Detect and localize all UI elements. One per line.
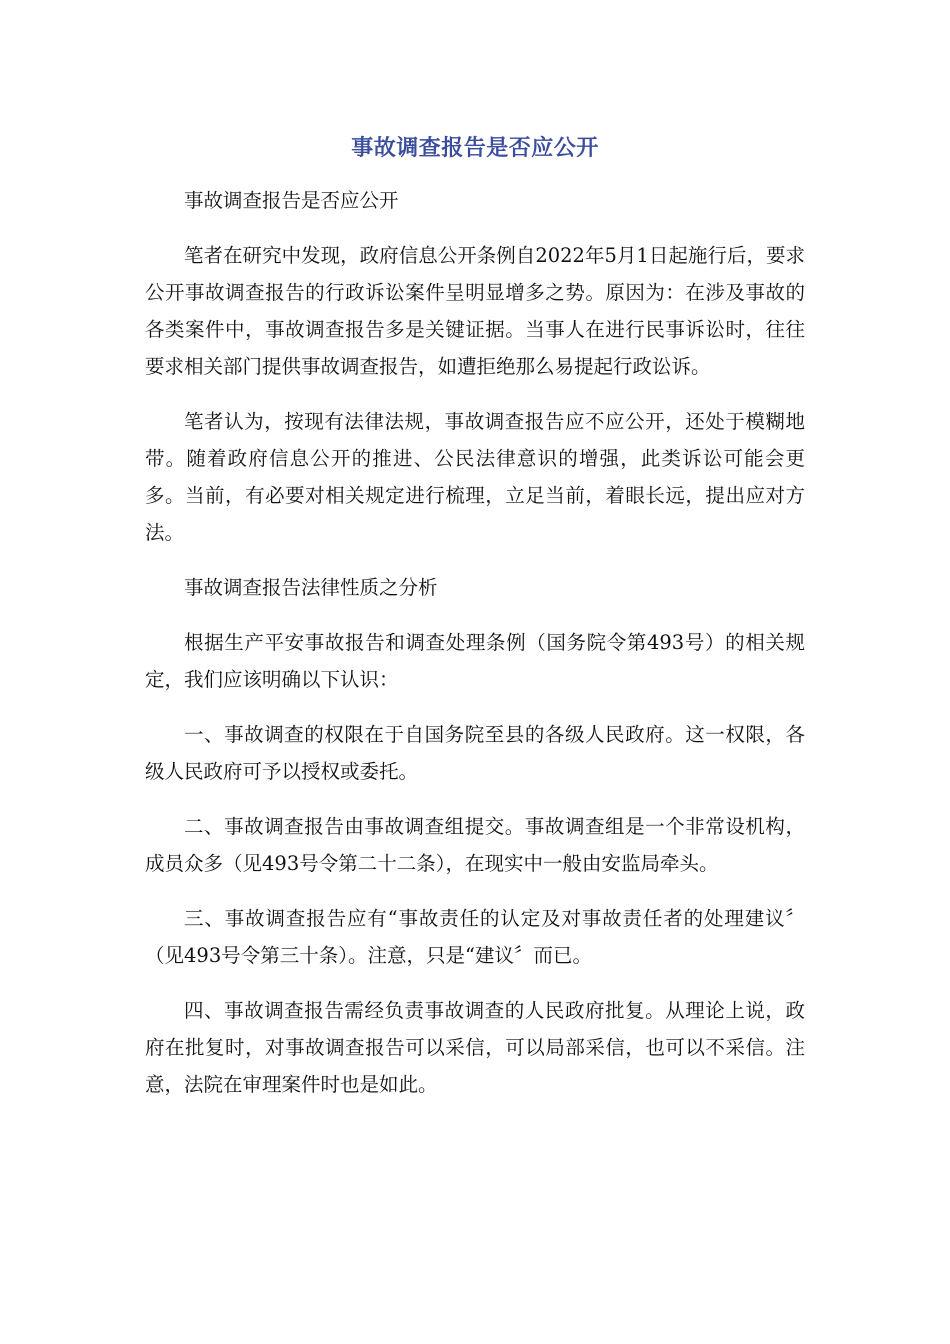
paragraph: 笔者认为，按现有法律法规，事故调查报告应不应公开，还处于模糊地带。随着政府信息公开的推进、公民法律意识的增强，此类诉讼可能会更多。当前，有必要对相关规定进行梳理，立足当前，着眼长远，提出应对方法。 xyxy=(145,410,805,544)
list-item: 一、事故调查的权限在于自国务院至县的各级人民政府。这一权限，各级人民政府可予以授权或委托。 xyxy=(145,723,805,783)
paragraph-subtitle: 事故调查报告是否应公开 xyxy=(184,189,399,212)
document-body xyxy=(145,182,805,1121)
paragraph: 根据生产平安事故报告和调查处理条例（国务院令第493号）的相关规定，我们应该明确以下认识： xyxy=(145,631,805,691)
list-item: 二、事故调查报告由事故调查组提交。事故调查组是一个非常设机构，成员众多（见493号令第二十二条），在现实中一般由安监局牵头。 xyxy=(145,815,805,875)
paragraph: 笔者在研究中发现，政府信息公开条例自2022年5月1日起施行后，要求公开事故调查报告的行政诉讼案件呈明显增多之势。原因为：在涉及事故的各类案件中，事故调查报告多是关键证据。当事人在进行民事诉讼时，往往要求相关部门提供事故调查报告，如遭拒绝那么易提起行政讼诉。 xyxy=(145,244,805,378)
list-item: 三、事故调查报告应有“事故责任的认定及对事故责任者的处理建议〞（见493号令第三十条）。注意，只是“建议〞而已。 xyxy=(145,907,805,967)
section-heading: 事故调查报告法律性质之分析 xyxy=(184,576,438,599)
document-title: 事故调查报告是否应公开 xyxy=(351,136,599,161)
list-item: 四、事故调查报告需经负责事故调查的人民政府批复。从理论上说，政府在批复时，对事故调查报告可以采信，可以局部采信，也可以不采信。注意，法院在审理案件时也是如此。 xyxy=(145,999,805,1096)
